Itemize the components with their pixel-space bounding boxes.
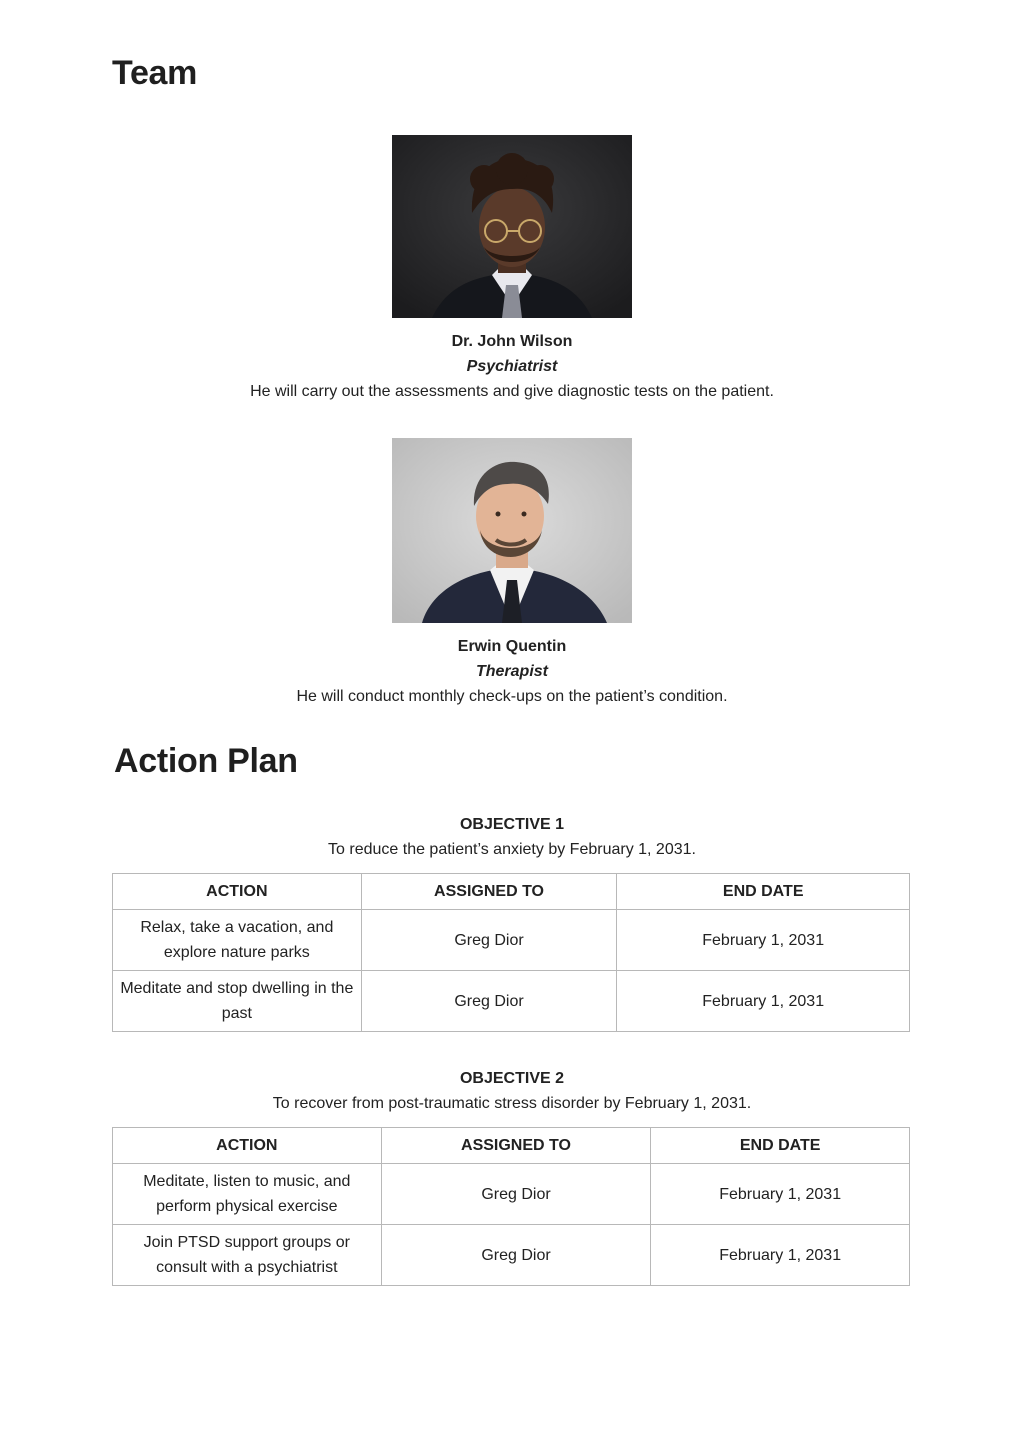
- assigned-cell: Greg Dior: [381, 1164, 651, 1225]
- end-date-cell: February 1, 2031: [651, 1164, 910, 1225]
- assigned-cell: Greg Dior: [361, 910, 617, 971]
- member-photo: [392, 438, 632, 623]
- table-row: [113, 1164, 910, 1225]
- member-role: Psychiatrist: [466, 358, 558, 375]
- assigned-cell: Greg Dior: [381, 1225, 651, 1286]
- end-date-cell: February 1, 2031: [617, 971, 910, 1032]
- table-header-row: [113, 1128, 910, 1164]
- end-date-cell: February 1, 2031: [617, 910, 910, 971]
- member-photo-image: [392, 438, 632, 623]
- team-member-card: [112, 135, 912, 404]
- member-name: Dr. John Wilson: [451, 333, 573, 350]
- objective-text: To recover from post-traumatic stress disorder by February 1, 2031.: [272, 1095, 752, 1112]
- column-header: ASSIGNED TO: [361, 874, 617, 910]
- action-table: [112, 1127, 910, 1286]
- action-cell: Meditate and stop dwelling in the past: [113, 971, 362, 1032]
- member-role: Therapist: [475, 663, 548, 680]
- action-table: [112, 873, 910, 1032]
- action-plan-heading: Action Plan: [114, 742, 298, 780]
- member-name: Erwin Quentin: [457, 638, 567, 655]
- table-row: [113, 910, 910, 971]
- objective-text: To reduce the patient’s anxiety by February 1, 2031.: [328, 841, 696, 858]
- column-header: ACTION: [113, 874, 362, 910]
- column-header: ASSIGNED TO: [381, 1128, 651, 1164]
- action-cell: Join PTSD support groups or consult with a psychiatrist: [113, 1225, 382, 1286]
- assigned-cell: Greg Dior: [361, 971, 617, 1032]
- column-header: END DATE: [617, 874, 910, 910]
- objective-title: OBJECTIVE 2: [459, 1070, 565, 1087]
- member-photo-image: [392, 135, 632, 318]
- objective-title: OBJECTIVE 1: [459, 816, 565, 833]
- objective-header: [112, 1066, 912, 1116]
- team-member-card: [112, 438, 912, 709]
- objective-header: [112, 812, 912, 862]
- member-photo: [392, 135, 632, 318]
- column-header: END DATE: [651, 1128, 910, 1164]
- member-description: He will conduct monthly check-ups on the patient’s condition.: [296, 688, 728, 705]
- member-description: He will carry out the assessments and give diagnostic tests on the patient.: [250, 383, 774, 400]
- end-date-cell: February 1, 2031: [651, 1225, 910, 1286]
- table-row: [113, 971, 910, 1032]
- team-heading: Team: [112, 54, 198, 92]
- action-cell: Meditate, listen to music, and perform physical exercise: [113, 1164, 382, 1225]
- column-header: ACTION: [113, 1128, 382, 1164]
- table-header-row: [113, 874, 910, 910]
- action-cell: Relax, take a vacation, and explore nature parks: [113, 910, 362, 971]
- table-row: [113, 1225, 910, 1286]
